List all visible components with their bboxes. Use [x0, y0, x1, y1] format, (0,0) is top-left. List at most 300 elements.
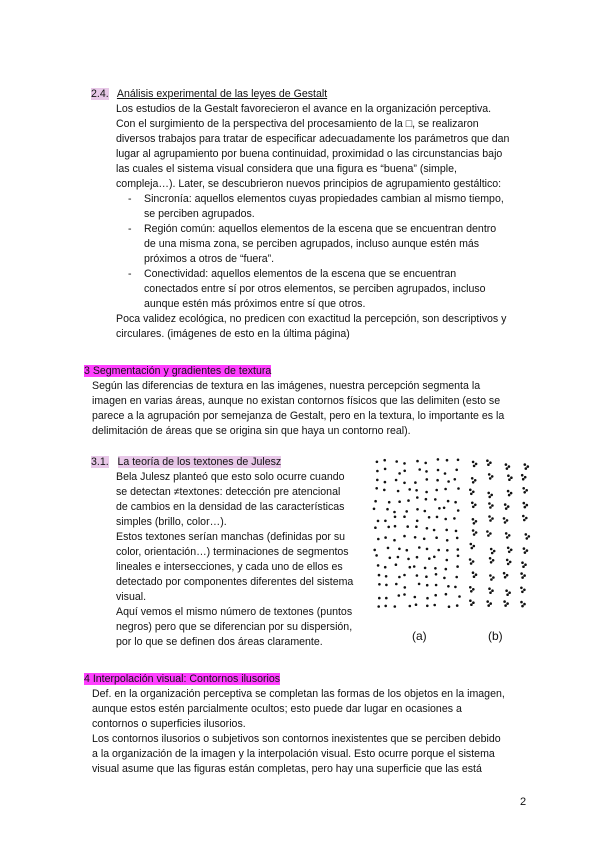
texton-dot — [507, 490, 510, 493]
texton-dot — [376, 461, 379, 464]
texton-dot — [398, 576, 401, 579]
texton-dot — [445, 568, 448, 571]
texton-dot — [521, 605, 524, 608]
texton-dot — [444, 488, 447, 491]
page-number: 2 — [520, 796, 527, 808]
texton-dot — [426, 597, 429, 600]
bullet-line: conectados entre sí por otros elementos, se perciben agrupados, incluso — [144, 283, 486, 295]
paragraph-line: imagen en varias áreas, aunque no existan contornos físicos que las delimiten (esto se — [92, 395, 501, 407]
texton-dot — [509, 561, 512, 564]
texton-dot — [522, 515, 525, 518]
section-3-1-title: La teoría de los textones de Julesz — [117, 456, 282, 468]
texton-dot — [446, 549, 449, 552]
texton-dot — [469, 599, 472, 602]
paragraph-line: circulares. (imágenes de esto en la última página) — [116, 328, 350, 340]
texton-dot — [490, 578, 493, 581]
texton-dot — [375, 487, 378, 490]
texton-dot — [504, 503, 507, 506]
texton-dot — [387, 547, 390, 550]
texton-dot — [446, 459, 449, 462]
texton-dot — [472, 601, 475, 604]
texton-dot — [457, 509, 460, 512]
texton-dot — [377, 564, 380, 567]
texton-dot — [455, 576, 458, 579]
texton-dot — [491, 589, 494, 592]
paragraph-line: de cambios en la densidad de las características — [116, 501, 345, 513]
paragraph-line: negros) pero que se diferencian por su dispersión, — [116, 621, 353, 633]
texton-dot — [378, 597, 381, 600]
texton-dot — [434, 567, 437, 570]
texton-dot — [414, 536, 417, 539]
texton-dot — [508, 494, 511, 497]
texton-dot — [492, 576, 495, 579]
texton-dot — [398, 594, 401, 597]
section-3-heading — [84, 364, 271, 379]
texton-dot — [520, 601, 523, 604]
section-2-4-number: 2.4. — [91, 88, 109, 100]
texton-dot — [453, 517, 456, 520]
texton-dot — [403, 515, 406, 518]
paragraph-line: Los contornos ilusorios o subjetivos son contornos inexistentes que se perciben debido — [92, 733, 501, 745]
texton-dot — [384, 520, 387, 523]
texton-dot — [407, 558, 410, 561]
texton-dot — [470, 543, 473, 546]
texton-dot — [418, 546, 421, 549]
texton-dot — [506, 536, 509, 539]
texton-dot — [435, 573, 438, 576]
texton-dot — [520, 572, 523, 575]
texton-dot — [378, 574, 381, 577]
texton-dot — [489, 591, 492, 594]
texton-dot — [505, 507, 508, 510]
texton-dot — [504, 521, 507, 524]
paragraph-line: a la organización de la imagen y la interpolación visual. Esto ocurre porque el sistema — [92, 748, 495, 760]
texton-dot — [393, 539, 396, 542]
texton-dot — [472, 461, 475, 464]
paragraph-line: visual. — [116, 591, 147, 603]
texton-dot — [446, 559, 449, 562]
section-2-4-title: Análisis experimental de las leyes de Gestalt — [116, 88, 328, 100]
texton-dot — [415, 525, 418, 528]
texton-dot — [523, 519, 526, 522]
texton-dot — [448, 605, 451, 608]
texton-dot — [377, 538, 380, 541]
texton-dot — [384, 536, 387, 539]
texton-dot — [428, 557, 431, 560]
texton-dot — [377, 520, 380, 523]
texton-dot — [473, 465, 476, 468]
texton-dot — [433, 604, 436, 607]
texton-dot — [435, 536, 438, 539]
texton-dot — [426, 527, 429, 530]
bullet-dash: - — [128, 223, 132, 235]
bullet-line: próximos a otros de “fuera”. — [144, 253, 275, 265]
texton-dot — [522, 478, 525, 481]
texton-dot-field — [370, 455, 540, 615]
figure-label-a: (a) — [412, 629, 427, 643]
texton-dot — [472, 518, 475, 521]
texton-dot — [447, 480, 450, 483]
texton-dot — [472, 491, 475, 494]
texton-dot — [394, 525, 397, 528]
texton-dot — [385, 597, 388, 600]
texton-dot — [489, 461, 492, 464]
texton-dot — [487, 534, 490, 537]
texton-dot — [525, 467, 528, 470]
paragraph-line: aunque estos estén parcialmente ocultos; esto puede dar lugar en ocasiones a — [92, 703, 462, 715]
texton-dot — [470, 590, 473, 593]
texton-dot — [473, 522, 476, 525]
texton-dot — [507, 474, 510, 477]
texton-dot — [506, 593, 509, 596]
texton-dot — [438, 507, 441, 510]
texton-dot — [398, 500, 401, 503]
texton-dot — [469, 586, 472, 589]
texton-dot — [506, 467, 509, 470]
texton-dot — [526, 504, 529, 507]
texton-dot — [408, 488, 411, 491]
texton-dot — [470, 562, 473, 565]
texton-dot — [508, 534, 511, 537]
texton-dot — [388, 501, 391, 504]
section-3-title: 3 Segmentación y gradientes de textura — [84, 365, 272, 377]
texton-dot — [524, 551, 527, 554]
paragraph-line: compleja…). Later, se descubrieron nuevos principios de agrupamiento gestáltico: — [116, 178, 502, 190]
texton-dot — [521, 591, 524, 594]
texton-dot — [457, 555, 460, 558]
bullet-dash: - — [128, 193, 132, 205]
texton-dot — [526, 537, 529, 540]
texton-dot — [493, 550, 496, 553]
texton-dot — [523, 603, 526, 606]
texton-dot — [469, 489, 472, 492]
texton-dot — [418, 468, 421, 471]
texton-dot — [425, 498, 428, 501]
texton-dot — [384, 481, 387, 484]
texton-figure — [370, 455, 540, 655]
texton-dot — [472, 529, 475, 532]
texton-dot — [374, 526, 377, 529]
texton-dot — [435, 584, 438, 587]
texton-dot — [434, 594, 437, 597]
texton-dot — [473, 575, 476, 578]
texton-dot — [474, 504, 477, 507]
texton-dot — [406, 549, 409, 552]
texton-dot — [526, 549, 529, 552]
texton-dot — [456, 565, 459, 568]
texton-dot — [378, 583, 381, 586]
texton-dot — [489, 574, 492, 577]
texton-dot — [475, 573, 478, 576]
paragraph-line: Poca validez ecológica, no predicen con exactitud la percepción, son descriptivos y — [116, 313, 507, 325]
texton-dot — [506, 559, 509, 562]
texton-dot — [488, 502, 491, 505]
texton-dot — [503, 517, 506, 520]
texton-dot — [469, 558, 472, 561]
texton-dot — [524, 506, 527, 509]
texton-dot — [472, 481, 475, 484]
texton-dot — [521, 561, 524, 564]
texton-dot — [403, 593, 406, 596]
texton-dot — [491, 552, 494, 555]
texton-dot — [470, 603, 473, 606]
texton-dot — [503, 572, 506, 575]
texton-dot — [505, 463, 508, 466]
texton-dot — [384, 605, 387, 608]
texton-dot — [524, 476, 527, 479]
texton-dot — [524, 463, 527, 466]
texton-dot — [413, 565, 416, 568]
texton-dot — [487, 463, 490, 466]
texton-dot — [458, 595, 461, 598]
texton-dot — [523, 547, 526, 550]
paragraph-line: color, orientación…) terminaciones de segmentos — [116, 546, 349, 558]
paragraph-line: Con el surgimiento de la perspectiva del procesamiento de la □, se realizaron — [116, 118, 479, 130]
texton-dot — [395, 583, 398, 586]
texton-dot — [375, 554, 378, 557]
texton-dot — [403, 535, 406, 538]
paragraph-line: lineales e intersecciones, y cada uno de ellos es — [116, 561, 343, 573]
texton-dot — [394, 605, 397, 608]
texton-dot — [489, 557, 492, 560]
texton-dot — [403, 470, 406, 473]
texton-dot — [424, 462, 427, 465]
texton-dot — [383, 459, 386, 462]
texton-dot — [407, 499, 410, 502]
texton-dot — [416, 508, 419, 511]
texton-dot — [475, 531, 478, 534]
paragraph-line: las cuales el sistema visual considera que una figura es “buena” (simple, — [116, 163, 457, 175]
texton-dot — [376, 470, 379, 473]
texton-dot — [409, 605, 412, 608]
texton-dot — [486, 530, 489, 533]
bullet-line: Conectividad: aquellos elementos de la escena que se encuentran — [144, 268, 457, 280]
texton-dot — [398, 472, 401, 475]
texton-dot — [525, 517, 528, 520]
texton-dot — [474, 479, 477, 482]
texton-dot — [489, 477, 492, 480]
texton-dot — [471, 477, 474, 480]
texton-dot — [425, 575, 428, 578]
texton-dot — [486, 600, 489, 603]
texton-dot — [395, 563, 398, 566]
texton-dot — [508, 478, 511, 481]
texton-dot — [415, 489, 418, 492]
texton-dot — [425, 470, 428, 473]
texton-dot — [393, 511, 396, 514]
texton-dot — [406, 525, 409, 528]
texton-dot — [492, 559, 495, 562]
texton-dot — [386, 508, 389, 511]
paragraph-line: Aquí vemos el mismo número de textones (puntos — [116, 606, 353, 618]
texton-dot — [475, 520, 478, 523]
texton-dot — [487, 604, 490, 607]
texton-dot — [471, 547, 474, 550]
texton-dot — [446, 539, 449, 542]
texton-dot — [456, 604, 459, 607]
paragraph-line: Bela Julesz planteó que esto solo ocurre cuando — [116, 471, 345, 483]
texton-dot — [444, 518, 447, 521]
texton-dot — [489, 519, 492, 522]
texton-dot — [490, 494, 493, 497]
texton-dot — [418, 583, 421, 586]
texton-dot — [426, 548, 429, 551]
texton-dot — [434, 498, 437, 501]
texton-dot — [437, 469, 440, 472]
texton-dot — [486, 459, 489, 462]
bullet-dash: - — [128, 268, 132, 280]
texton-dot — [395, 460, 398, 463]
texton-dot — [445, 593, 448, 596]
texton-dot — [374, 500, 377, 503]
texton-dot — [489, 602, 492, 605]
texton-dot — [457, 459, 460, 462]
texton-dot — [508, 465, 511, 468]
texton-dot — [416, 520, 419, 523]
texton-dot — [454, 478, 457, 481]
paragraph-line: Estos textones serían manchas (definidas por su — [116, 531, 346, 543]
texton-dot — [490, 548, 493, 551]
texton-dot — [373, 508, 376, 511]
section-3-1-heading — [91, 455, 281, 470]
texton-dot — [403, 574, 406, 577]
texton-dot — [436, 479, 439, 482]
texton-dot — [489, 506, 492, 509]
texton-dot — [424, 510, 427, 513]
texton-dot — [445, 529, 448, 532]
texton-dot — [525, 533, 528, 536]
paragraph-line: se detectan ≠textones: detección pre atencional — [116, 486, 341, 498]
paragraph-line: delimitación de áreas que se origina sin que haya un contorno real). — [92, 425, 411, 437]
texton-dot — [472, 571, 475, 574]
texton-dot — [384, 566, 387, 569]
texton-dot — [506, 574, 509, 577]
texton-dot — [491, 517, 494, 520]
texton-dot — [506, 519, 509, 522]
texton-dot — [508, 551, 511, 554]
paragraph-line: por lo que se definen dos áreas claramente. — [116, 636, 323, 648]
texton-dot — [507, 505, 510, 508]
paragraph-line: lugar al agrupamiento por buena continuidad, proximidad o las circunstancias bajo — [116, 148, 503, 160]
section-3-1-number: 3.1. — [91, 456, 109, 468]
texton-dot — [428, 516, 431, 519]
texton-dot — [525, 489, 528, 492]
texton-dot — [510, 492, 513, 495]
section-2-4-heading — [91, 87, 327, 102]
texton-dot — [426, 605, 429, 608]
texton-dot — [377, 605, 380, 608]
texton-dot — [426, 584, 429, 587]
section-4-heading — [84, 672, 280, 687]
texton-dot — [503, 600, 506, 603]
texton-dot — [505, 589, 508, 592]
texton-dot — [455, 469, 458, 472]
texton-dot — [416, 460, 419, 463]
texton-dot — [471, 502, 474, 505]
texton-dot — [455, 530, 458, 533]
texton-dot — [383, 489, 386, 492]
texton-dot — [454, 586, 457, 589]
texton-dot — [487, 492, 490, 495]
texton-dot — [447, 585, 450, 588]
texton-dot — [433, 529, 436, 532]
texton-dot — [435, 489, 438, 492]
paragraph-line: detectado por componentes diferentes del sistema — [116, 576, 354, 588]
texton-dot — [523, 589, 526, 592]
texton-dot — [444, 472, 447, 475]
paragraph-line: visual asume que las figuras están completas, pero hay una superficie que las está — [92, 763, 482, 775]
bullet-line: Sincronía: aquellos elementos cuyas propiedades cambian al mismo tiempo, — [144, 193, 504, 205]
paragraph-line: contornos o superficies ilusorios. — [92, 718, 246, 730]
texton-dot — [414, 481, 417, 484]
section-4-title: 4 Interpolación visual: Contornos ilusorios — [84, 673, 281, 685]
paragraph-line: simples (brillo, color…). — [116, 516, 227, 528]
texton-dot — [385, 584, 388, 587]
paragraph-line: Según las diferencias de textura en las imágenes, nuestra percepción segmenta la — [92, 380, 481, 392]
paragraph-line: parece a la agrupación por semejanza de Gestalt, pero en la textura, lo importante es la — [92, 410, 505, 422]
texton-dot — [415, 603, 418, 606]
texton-dot — [416, 496, 419, 499]
texton-dot — [409, 566, 412, 569]
texton-dot — [488, 496, 491, 499]
texton-dot — [523, 502, 526, 505]
texton-dot — [424, 567, 427, 570]
texton-dot — [522, 565, 525, 568]
texton-dot — [472, 588, 475, 591]
texton-dot — [403, 462, 406, 465]
texton-dot — [443, 577, 446, 580]
texton-dot — [507, 547, 510, 550]
texton-dot — [507, 563, 510, 566]
texton-dot — [508, 591, 511, 594]
texton-dot — [426, 478, 429, 481]
bullet-line: de una misma zona, se perciben agrupados, incluso aunque estén más — [144, 238, 480, 250]
texton-dot — [416, 574, 419, 577]
paragraph-line: Los estudios de la Gestalt favorecieron el avance en la organización perceptiva. — [116, 103, 492, 115]
paragraph-line: Def. en la organización perceptiva se completan las formas de los objetos en la imagen, — [92, 688, 505, 700]
texton-dot — [384, 468, 387, 471]
texton-dot — [457, 487, 460, 490]
texton-dot — [433, 556, 436, 559]
texton-dot — [510, 549, 513, 552]
paragraph-line: diversos trabajos para tratar de especificar adecuadamente los parámetros que dan — [116, 133, 510, 145]
texton-dot — [510, 476, 513, 479]
texton-dot — [491, 475, 494, 478]
texton-dot — [491, 504, 494, 507]
texton-dot — [376, 479, 379, 482]
figure-label-b: (b) — [488, 629, 503, 643]
texton-dot — [404, 586, 407, 589]
texton-dot — [527, 465, 530, 468]
texton-dot — [470, 493, 473, 496]
texton-dot — [373, 549, 376, 552]
texton-dot — [456, 537, 459, 540]
texton-dot — [505, 532, 508, 535]
texton-dot — [398, 548, 401, 551]
texton-dot — [403, 482, 406, 485]
texton-dot — [522, 487, 525, 490]
texton-dot — [397, 556, 400, 559]
texton-dot — [423, 538, 426, 541]
texton-dot — [504, 604, 507, 607]
texton-dot — [528, 535, 531, 538]
texton-dot — [521, 474, 524, 477]
texton-dot — [447, 500, 450, 503]
texton-dot — [473, 533, 476, 536]
texton-dot — [490, 561, 493, 564]
texton-dot — [520, 587, 523, 590]
texton-dot — [523, 491, 526, 494]
